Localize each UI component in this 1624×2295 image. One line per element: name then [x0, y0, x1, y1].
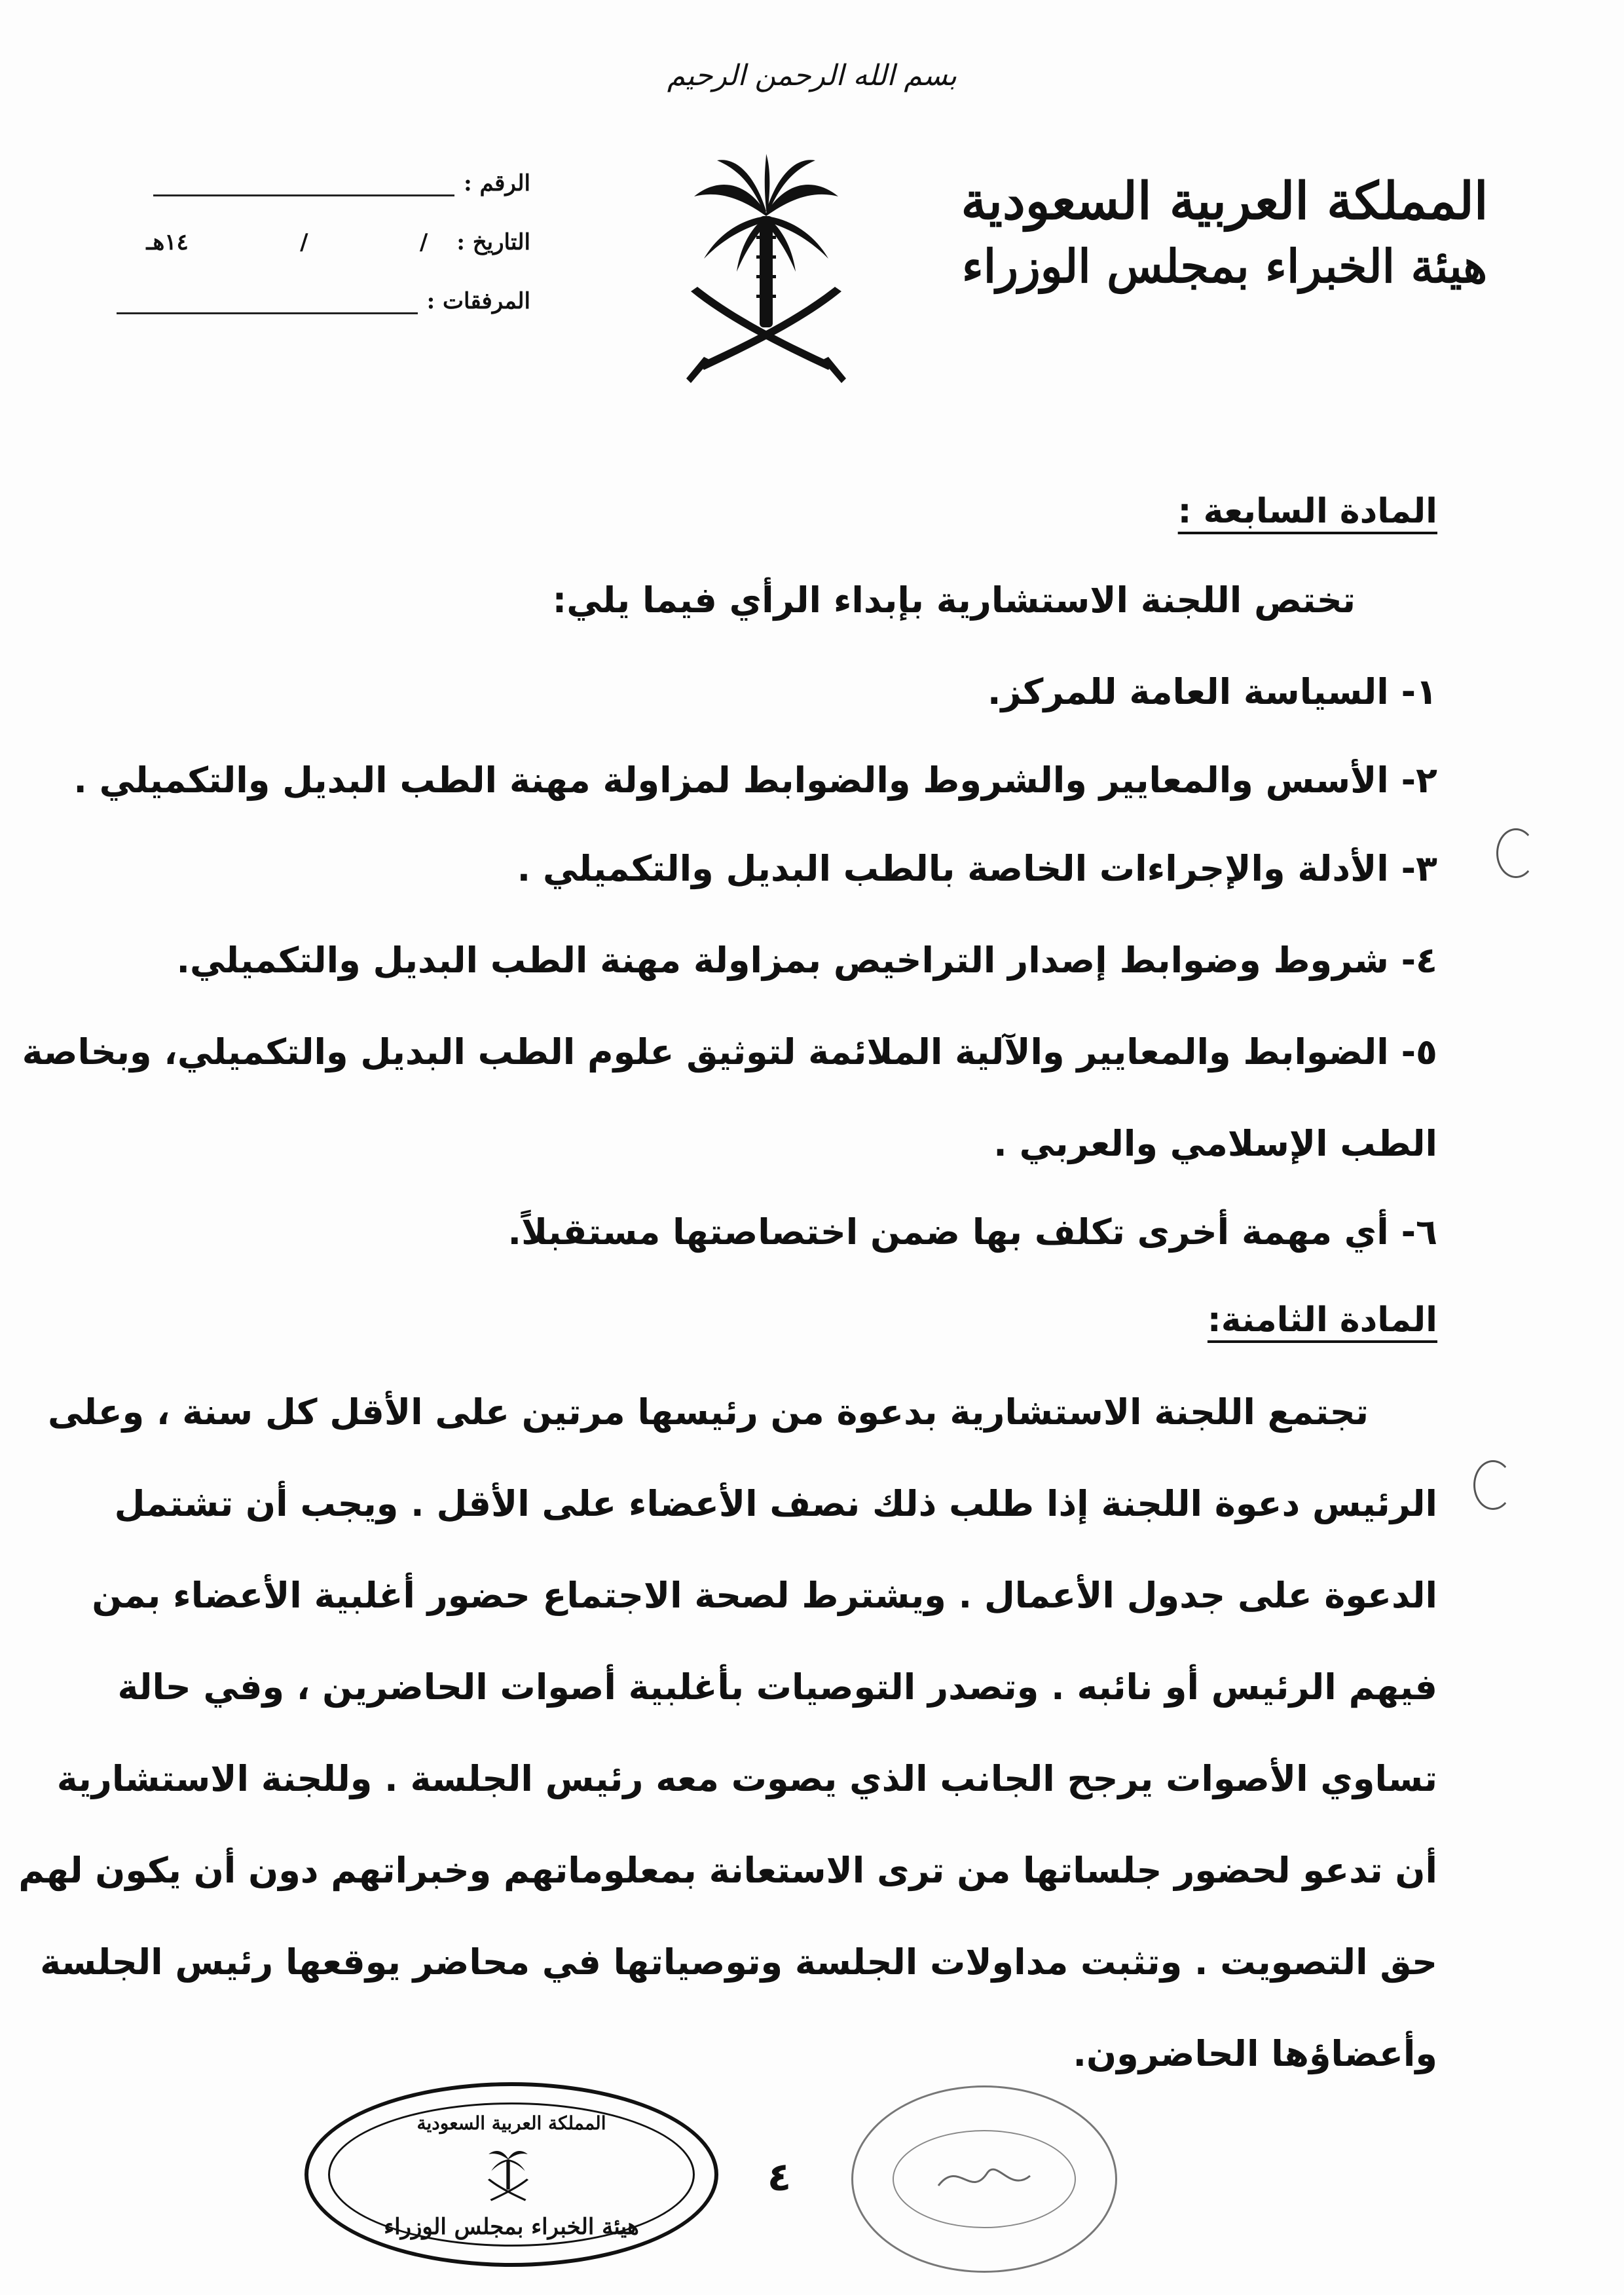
article-8-line-8: وأعضاؤها الحاضرون. — [1073, 2033, 1437, 2074]
date-slash-1: / — [419, 229, 428, 255]
attachments-line — [117, 290, 418, 314]
punch-hole-bottom — [1473, 1460, 1513, 1510]
article-8-line-5: تساوي الأصوات يرجح الجانب الذي يصوت معه رئيس الجلسة . وللجنة الاستشارية — [56, 1758, 1437, 1799]
official-seal — [304, 2082, 718, 2267]
article-8-line-3: الدعوة على جدول الأعمال . ويشترط لصحة الاجتماع حضور أغلبية الأعضاء بمن — [92, 1575, 1437, 1616]
article-7-intro: تختص اللجنة الاستشارية بإبداء الرأي فيما يلي: — [552, 579, 1356, 621]
article-7-heading: المادة السابعة : — [1177, 492, 1437, 531]
faint-stamp — [851, 2085, 1117, 2273]
reference-label: الرقم : — [464, 170, 530, 196]
article-7-item-5-cont: الطب الإسلامي والعربي . — [993, 1123, 1437, 1164]
article-8-line-1: تجتمع اللجنة الاستشارية بدعوة من رئيسها مرتين على الأقل كل سنة ، وعلى — [48, 1391, 1369, 1433]
org-line-kingdom: المملكة العربية السعودية — [961, 172, 1488, 231]
page-number: ٤ — [767, 2154, 792, 2200]
attachments-row — [117, 282, 530, 314]
article-7-item-2: ٢- الأسس والمعايير والشروط والضوابط لمزاولة مهنة الطب البديل والتكميلي . — [73, 760, 1437, 801]
punch-hole-top — [1496, 828, 1536, 878]
date-row — [146, 223, 530, 255]
org-line-authority: هيئة الخبراء بمجلس الوزراء — [961, 239, 1488, 294]
article-7-item-1: ١- السياسة العامة للمركز. — [987, 671, 1437, 712]
reference-line — [153, 172, 454, 196]
basmala: بسم الله الرحمن الرحيم — [667, 59, 957, 92]
signature-scribble-icon — [932, 2153, 1037, 2205]
seal-top-text: المملكة العربية السعودية — [416, 2112, 606, 2134]
palm-swords-emblem-icon — [681, 151, 851, 393]
seal-emblem-icon — [482, 2142, 534, 2207]
article-8-line-2: الرئيس دعوة اللجنة إذا طلب ذلك نصف الأعضاء على الأقل . ويجب أن تشتمل — [114, 1483, 1437, 1524]
reference-number-row — [153, 164, 530, 196]
seal-bottom-text: هيئة الخبراء بمجلس الوزراء — [384, 2214, 639, 2240]
article-7-item-6: ٦- أي مهمة أخرى تكلف بها ضمن اختصاصتها مستقبلاً. — [507, 1211, 1437, 1253]
date-year: ١٤هـ — [146, 229, 189, 255]
attachments-label: المرفقات : — [426, 288, 530, 314]
date-label: التاريخ : — [456, 229, 530, 255]
date-blanks — [146, 229, 447, 255]
article-7-item-4: ٤- شروط وضوابط إصدار التراخيص بمزاولة مهنة الطب البديل والتكميلي. — [176, 940, 1437, 981]
article-8-heading: المادة الثامنة: — [1207, 1300, 1437, 1340]
article-8-line-7: حق التصويت . وتثبت مداولات الجلسة وتوصياتها في محاضر يوقعها رئيس الجلسة — [40, 1941, 1437, 1983]
article-8-line-4: فيهم الرئيس أو نائبه . وتصدر التوصيات بأغلبية أصوات الحاضرين ، وفي حالة — [117, 1666, 1437, 1708]
article-7-item-5: ٥- الضوابط والمعايير والآلية الملائمة لتوثيق علوم الطب البديل والتكميلي، وبخاصة — [22, 1031, 1437, 1073]
organization-name — [956, 167, 1493, 298]
date-slash-2: / — [300, 229, 308, 255]
article-7-item-3: ٣- الأدلة والإجراءات الخاصة بالطب البديل والتكميلي . — [517, 848, 1437, 889]
article-8-line-6: أن تدعو لحضور جلساتها من ترى الاستعانة بمعلوماتهم وخبراتهم دون أن يكون لهم — [18, 1850, 1437, 1891]
